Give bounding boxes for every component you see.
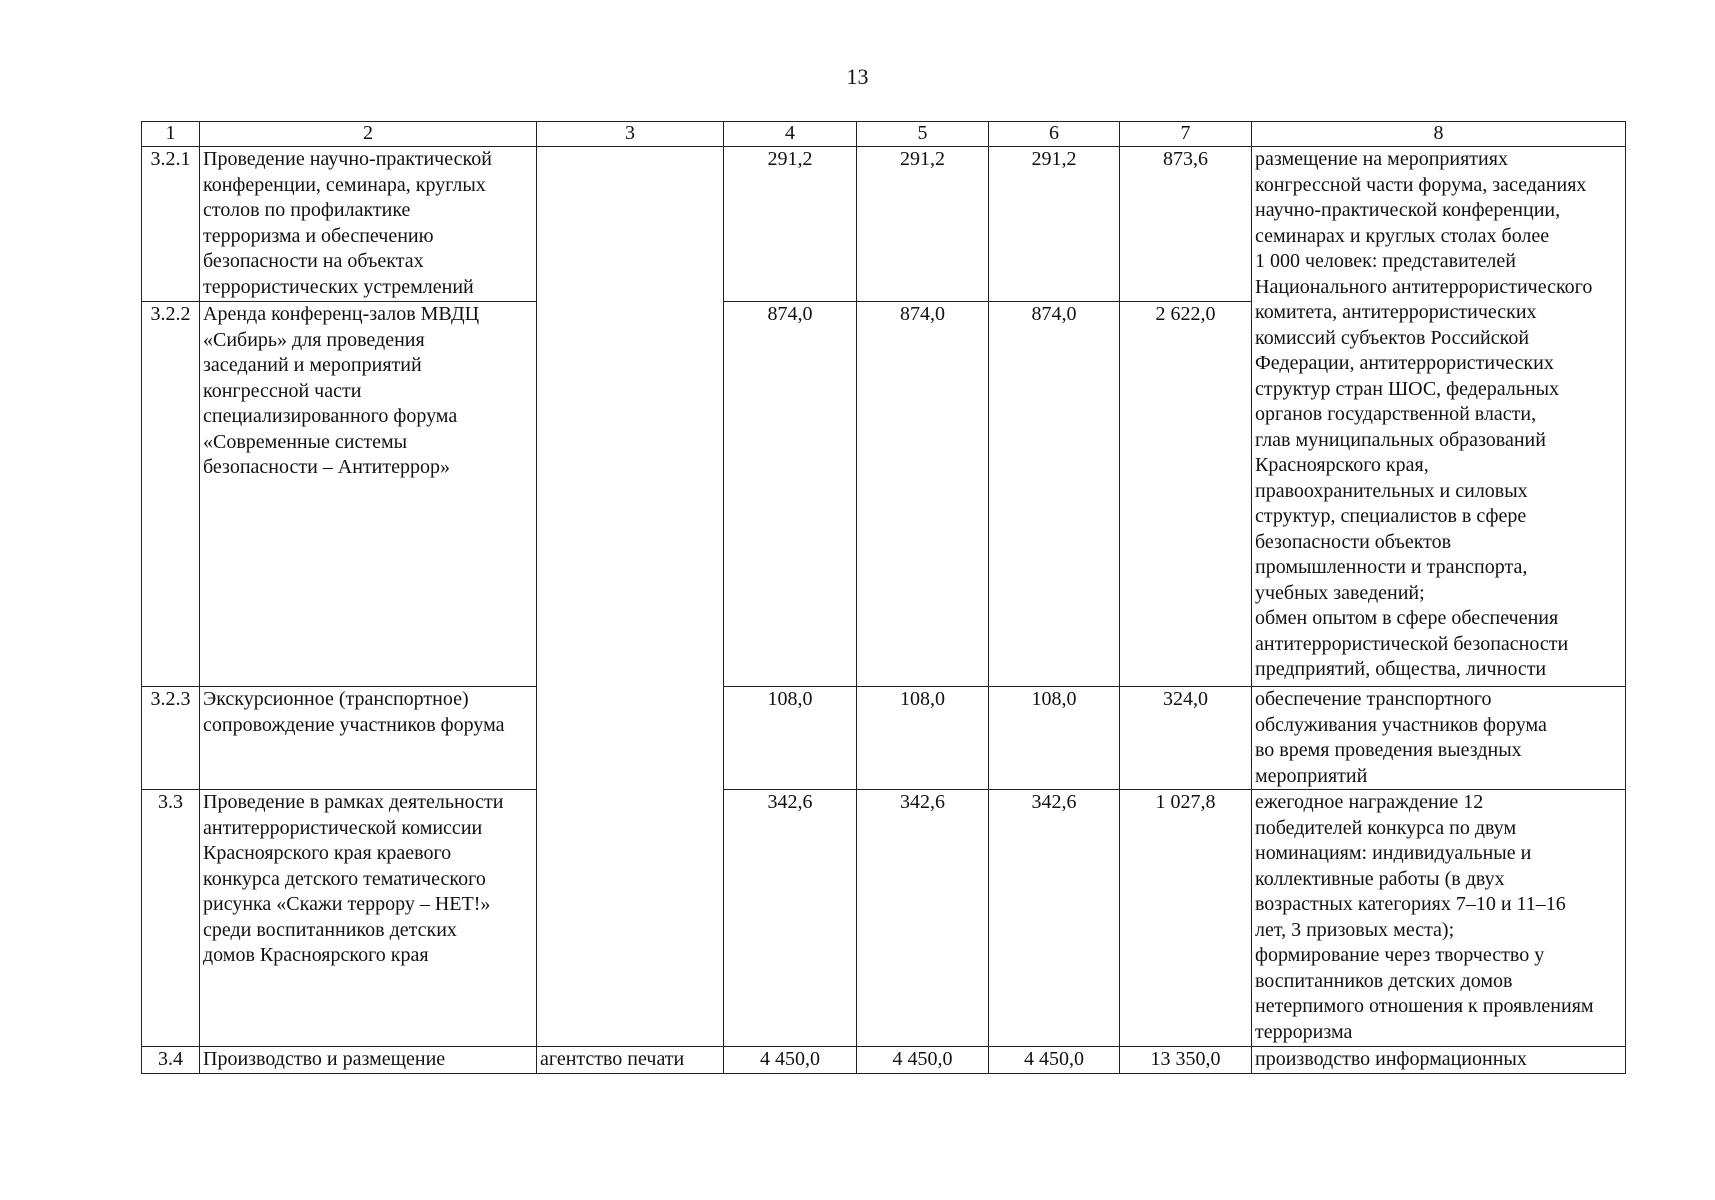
row-value-6: 4 450,0 [989,1047,1120,1074]
header-cell: 3 [537,122,724,147]
row-value-5: 342,6 [857,790,989,1047]
row-value-7: 1 027,8 [1120,790,1252,1047]
row-result: обеспечение транспортного обслуживания участников форума во время проведения выездных мероприятий [1252,687,1626,790]
row-number: 3.2.2 [142,302,200,687]
table-row [142,1047,1626,1074]
row-number: 3.3 [142,790,200,1047]
row-description: Экскурсионное (транспортное) сопровождение участников форума [200,687,537,790]
row-value-6: 291,2 [989,147,1120,302]
row-value-7: 324,0 [1120,687,1252,790]
row-description: Проведение научно-практической конференции, семинара, круглых столов по профилактике терроризма и обеспечению безопасности на объектах террористических устремлений [200,147,537,302]
row-value-5: 874,0 [857,302,989,687]
row-value-6: 874,0 [989,302,1120,687]
row-value-6: 342,6 [989,790,1120,1047]
page-number: 13 [846,64,869,89]
header-cell: 7 [1120,122,1252,147]
row-agency [537,302,724,687]
row-value-4: 874,0 [724,302,857,687]
header-cell: 8 [1252,122,1626,147]
row-number: 3.2.3 [142,687,200,790]
row-agency [537,790,724,1047]
row-value-4: 108,0 [724,687,857,790]
row-number: 3.2.1 [142,147,200,302]
table-header-row [142,122,1626,147]
header-cell: 1 [142,122,200,147]
row-value-5: 108,0 [857,687,989,790]
row-value-4: 291,2 [724,147,857,302]
table-row [142,790,1626,1047]
header-cell: 6 [989,122,1120,147]
row-agency: агентство печати [537,1047,724,1074]
header-cell: 5 [857,122,989,147]
row-result: производство информационных [1252,1047,1626,1074]
row-value-6: 108,0 [989,687,1120,790]
row-description: Проведение в рамках деятельности антитеррористической комиссии Красноярского края краевого конкурса детского тематического рисунка «Скажи террору – НЕТ!» среди воспитанников детских домов Красноярского края [200,790,537,1047]
row-number: 3.4 [142,1047,200,1074]
row-value-5: 291,2 [857,147,989,302]
row-result: ежегодное награждение 12 победителей конкурса по двум номинациям: индивидуальные и коллективные работы (в двух возрастных категориях 7–10 и 11–16 лет, 3 призовых места); формирование через творчество у воспитанников детских домов нетерпимого отношения к проявлениям терроризма [1252,790,1626,1047]
program-table [141,121,1626,1074]
row-value-5: 4 450,0 [857,1047,989,1074]
row-agency [537,687,724,790]
row-description: Аренда конференц-залов МВДЦ «Сибирь» для проведения заседаний и мероприятий конгрессной части специализированного форума «Современные системы безопасности – Антитеррор» [200,302,537,687]
header-cell: 4 [724,122,857,147]
row-result-merged: размещение на мероприятиях конгрессной части форума, заседаниях научно-практической конференции, семинарах и круглых столах более 1 000 человек: представителей Национального антитеррористического комитета, антитеррористических комиссий субъектов Российской Федерации, антитеррористических структур стран ШОС, федеральных органов государственной власти, глав муниципальных образований Красноярского края, правоохранительных и силовых структур, специалистов в сфере безопасности объектов промышленности и транспорта, учебных заведений; обмен опытом в сфере обеспечения антитеррористической безопасности предприятий, общества, личности [1252,147,1626,687]
row-description: Производство и размещение [200,1047,537,1074]
row-value-7: 873,6 [1120,147,1252,302]
table-row [142,687,1626,790]
header-cell: 2 [200,122,537,147]
row-value-4: 342,6 [724,790,857,1047]
row-value-7: 13 350,0 [1120,1047,1252,1074]
row-agency [537,147,724,302]
row-value-4: 4 450,0 [724,1047,857,1074]
table-row [142,147,1626,302]
row-value-7: 2 622,0 [1120,302,1252,687]
